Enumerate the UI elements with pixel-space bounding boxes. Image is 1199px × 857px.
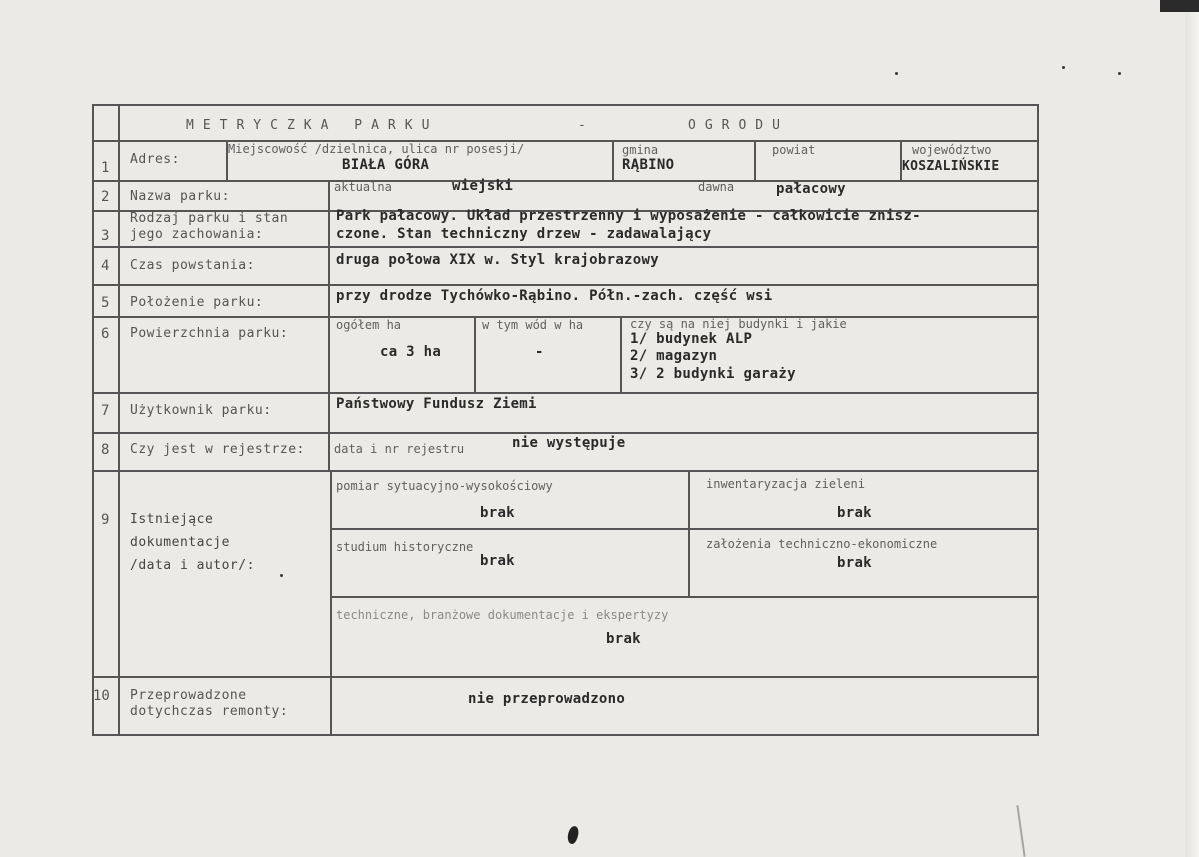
building-item: 2/ magazyn bbox=[630, 348, 718, 364]
repairs-label-line1: Przeprowadzone bbox=[130, 688, 247, 703]
inventory-label: inwentaryzacja zieleni bbox=[706, 477, 865, 491]
speck bbox=[1062, 66, 1065, 69]
park-type-label-line2: jego zachowania: bbox=[130, 227, 264, 242]
park-record-form bbox=[92, 104, 1039, 736]
documents-label-line1: Istniejące bbox=[130, 512, 214, 527]
park-name-label: Nazwa parku: bbox=[130, 189, 230, 204]
form-title: METRYCZKA PARKU bbox=[186, 118, 439, 133]
row-number: 3 bbox=[101, 228, 110, 244]
user-value: Państwowy Fundusz Ziemi bbox=[336, 396, 537, 412]
register-label: Czy jest w rejestrze: bbox=[130, 442, 305, 457]
powiat-label: powiat bbox=[772, 143, 816, 157]
park-type-value-line2: czone. Stan techniczny drzew - zadawalający bbox=[336, 226, 712, 242]
survey-value: brak bbox=[480, 505, 515, 521]
history-study-value: brak bbox=[480, 553, 515, 569]
buildings-label: czy są na niej budynki i jakie bbox=[630, 317, 847, 331]
locality-value: BIAŁA GÓRA bbox=[342, 157, 430, 173]
water-area-value: - bbox=[535, 344, 544, 360]
tech-econ-label: założenia techniczno-ekonomiczne bbox=[706, 537, 938, 551]
total-area-label: ogółem ha bbox=[336, 318, 402, 332]
total-area-value: ca 3 ha bbox=[380, 344, 442, 360]
gmina-value: RĄBINO bbox=[622, 157, 675, 173]
building-item: 3/ 2 budynki garaży bbox=[630, 366, 796, 382]
current-name-label: aktualna bbox=[334, 180, 392, 194]
title-separator: - bbox=[578, 118, 595, 133]
inventory-value: brak bbox=[837, 505, 872, 521]
repairs-value: nie przeprowadzono bbox=[468, 691, 626, 707]
register-value: nie występuje bbox=[512, 435, 626, 451]
row-number: 10 bbox=[93, 688, 110, 704]
locality-label: Miejscowość /dzielnica, ulica nr posesji/ bbox=[228, 142, 525, 156]
ink-blot bbox=[565, 825, 580, 845]
area-label: Powierzchnia parku: bbox=[130, 326, 289, 341]
voivodeship-value: KOSZALIŃSKIE bbox=[902, 159, 1000, 174]
row-number: 9 bbox=[101, 512, 110, 528]
former-name-label: dawna bbox=[698, 180, 735, 194]
repairs-label-line2: dotychczas remonty: bbox=[130, 704, 289, 719]
user-label: Użytkownik parku: bbox=[130, 403, 272, 418]
voivodeship-label: województwo bbox=[912, 143, 992, 157]
row-number: 1 bbox=[101, 160, 110, 176]
former-name-value: pałacowy bbox=[776, 181, 846, 197]
paper-edge bbox=[1185, 0, 1199, 857]
survey-label: pomiar sytuacyjno-wysokościowy bbox=[336, 479, 553, 493]
current-name-value: wiejski bbox=[452, 178, 514, 194]
form-title-garden: OGRODU bbox=[688, 118, 789, 133]
technical-docs-label: techniczne, branżowe dokumentacje i ekspertyzy bbox=[336, 608, 669, 622]
origin-time-value: druga połowa XIX w. Styl krajobrazowy bbox=[336, 252, 659, 268]
location-label: Położenie parku: bbox=[130, 295, 264, 310]
scan-corner bbox=[1160, 0, 1199, 12]
row-number: 8 bbox=[101, 442, 110, 458]
location-value: przy drodze Tychówko-Rąbino. Półn.-zach. część wsi bbox=[336, 288, 773, 304]
documents-label-line2: dokumentacje bbox=[130, 535, 230, 550]
paper-scratch bbox=[1016, 805, 1025, 857]
row-number: 6 bbox=[101, 326, 110, 342]
water-area-label: w tym wód w ha bbox=[482, 318, 584, 332]
gmina-label: gmina bbox=[622, 143, 659, 157]
row-number: 5 bbox=[101, 295, 110, 311]
row-number: 4 bbox=[101, 258, 110, 274]
row-number: 2 bbox=[101, 189, 110, 205]
technical-docs-value: brak bbox=[606, 631, 641, 647]
building-item: 1/ budynek ALP bbox=[630, 331, 753, 347]
park-type-label-line1: Rodzaj parku i stan bbox=[130, 211, 289, 226]
documents-label-line3: /data i autor/: bbox=[130, 558, 255, 573]
speck bbox=[1118, 72, 1121, 75]
origin-time-label: Czas powstania: bbox=[130, 258, 255, 273]
park-type-value-line1: Park pałacowy. Układ przestrzenny i wyposażenie - całkowicie znisz- bbox=[336, 208, 921, 224]
address-label: Adres: bbox=[130, 152, 180, 167]
speck bbox=[895, 72, 898, 75]
history-study-label: studium historyczne bbox=[336, 540, 474, 554]
tech-econ-value: brak bbox=[837, 555, 872, 571]
register-date-label: data i nr rejestru bbox=[334, 442, 465, 456]
row-number: 7 bbox=[101, 403, 110, 419]
